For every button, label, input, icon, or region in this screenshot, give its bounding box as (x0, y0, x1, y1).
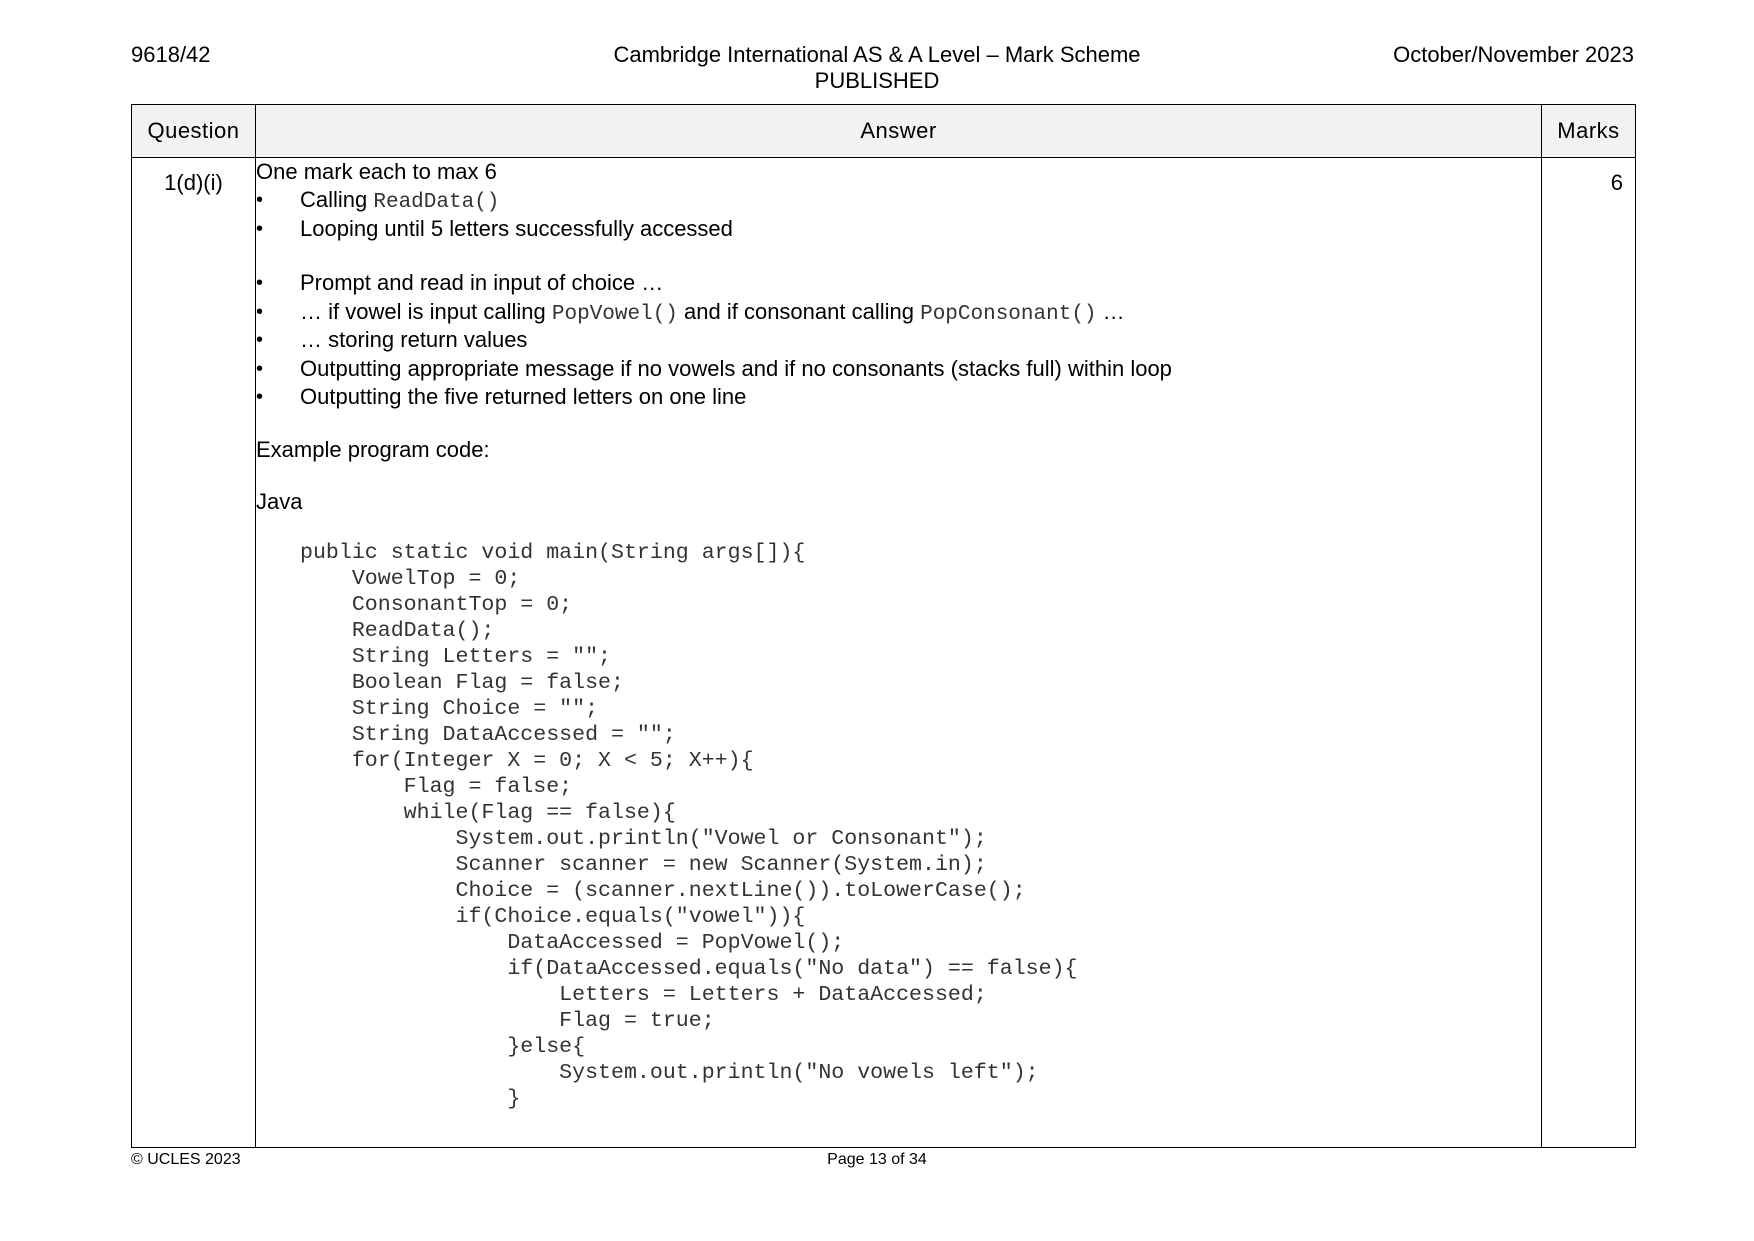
code-line: DataAccessed = PopVowel(); (300, 930, 845, 955)
code-line: while(Flag == false){ (300, 800, 676, 825)
marking-point: • Outputting the five returned letters on one line (256, 383, 1541, 412)
code-line: Flag = false; (300, 774, 573, 799)
code-line: if(Choice.equals("vowel")){ (300, 904, 806, 929)
code-line: ReadData(); (300, 618, 495, 643)
marking-intro: One mark each to max 6 (256, 159, 497, 184)
published-label: PUBLISHED (814, 68, 940, 93)
page-number: Page 13 of 34 (827, 1151, 927, 1168)
paper-code: 9618/42 (131, 42, 211, 67)
marking-point: • Looping until 5 letters successfully accessed (256, 215, 1541, 244)
answer-cell (256, 158, 1542, 1148)
code-line: System.out.println("Vowel or Consonant"); (300, 826, 987, 851)
marks-value: 6 (1610, 170, 1623, 195)
code-line: VowelTop = 0; (300, 566, 521, 591)
marking-points-group-2 (256, 269, 1541, 412)
copyright-notice: © UCLES 2023 (131, 1151, 241, 1168)
java-code-block (300, 540, 1541, 1112)
code-reference: PopVowel() (551, 302, 678, 326)
language-label: Java (256, 488, 303, 514)
title-line: Cambridge International AS & A Level – Mark Scheme (613, 42, 1141, 67)
code-line: public static void main(String args[]){ (300, 540, 806, 565)
marking-points-group-1 (256, 186, 1541, 243)
code-line: String Letters = ""; (300, 644, 612, 669)
code-line: }else{ (300, 1034, 586, 1059)
marking-point: • … if vowel is input calling PopVowel() and if consonant calling PopConsonant() … (256, 298, 1541, 327)
code-reference: ReadData() (373, 191, 500, 214)
code-line: ConsonantTop = 0; (300, 592, 573, 617)
code-line: } (300, 1086, 521, 1111)
question-number: 1(d)(i) (164, 170, 223, 195)
marking-point: • Calling ReadData() (256, 186, 1541, 215)
marking-point: • … storing return values (256, 326, 1541, 355)
exam-session: October/November 2023 (1393, 42, 1634, 67)
code-line: System.out.println("No vowels left"); (300, 1060, 1039, 1085)
marks-column-header: Marks (1542, 105, 1636, 158)
answer-column-header: Answer (256, 105, 1542, 158)
code-line: String Choice = ""; (300, 696, 599, 721)
code-line: for(Integer X = 0; X < 5; X++){ (300, 748, 754, 773)
code-line: Choice = (scanner.nextLine()).toLowerCase(); (300, 878, 1026, 903)
question-cell (132, 158, 256, 1148)
table-header-row (132, 105, 1636, 158)
question-column-header: Question (132, 105, 256, 158)
code-line: Flag = true; (300, 1008, 715, 1033)
marks-cell (1542, 158, 1636, 1148)
code-line: Scanner scanner = new Scanner(System.in); (300, 852, 987, 877)
code-line: Letters = Letters + DataAccessed; (300, 982, 987, 1007)
marking-point: • Prompt and read in input of choice … (256, 269, 1541, 298)
code-line: String DataAccessed = ""; (300, 722, 676, 747)
table-row (132, 158, 1636, 1148)
code-reference: PopConsonant() (920, 302, 1097, 326)
marking-point: • Outputting appropriate message if no vowels and if no consonants (stacks full) within loop (256, 355, 1541, 384)
code-line: if(DataAccessed.equals("No data") == false){ (300, 956, 1078, 981)
mark-scheme-table (131, 104, 1636, 1148)
example-code-label: Example program code: (256, 436, 490, 462)
code-line: Boolean Flag = false; (300, 670, 624, 695)
